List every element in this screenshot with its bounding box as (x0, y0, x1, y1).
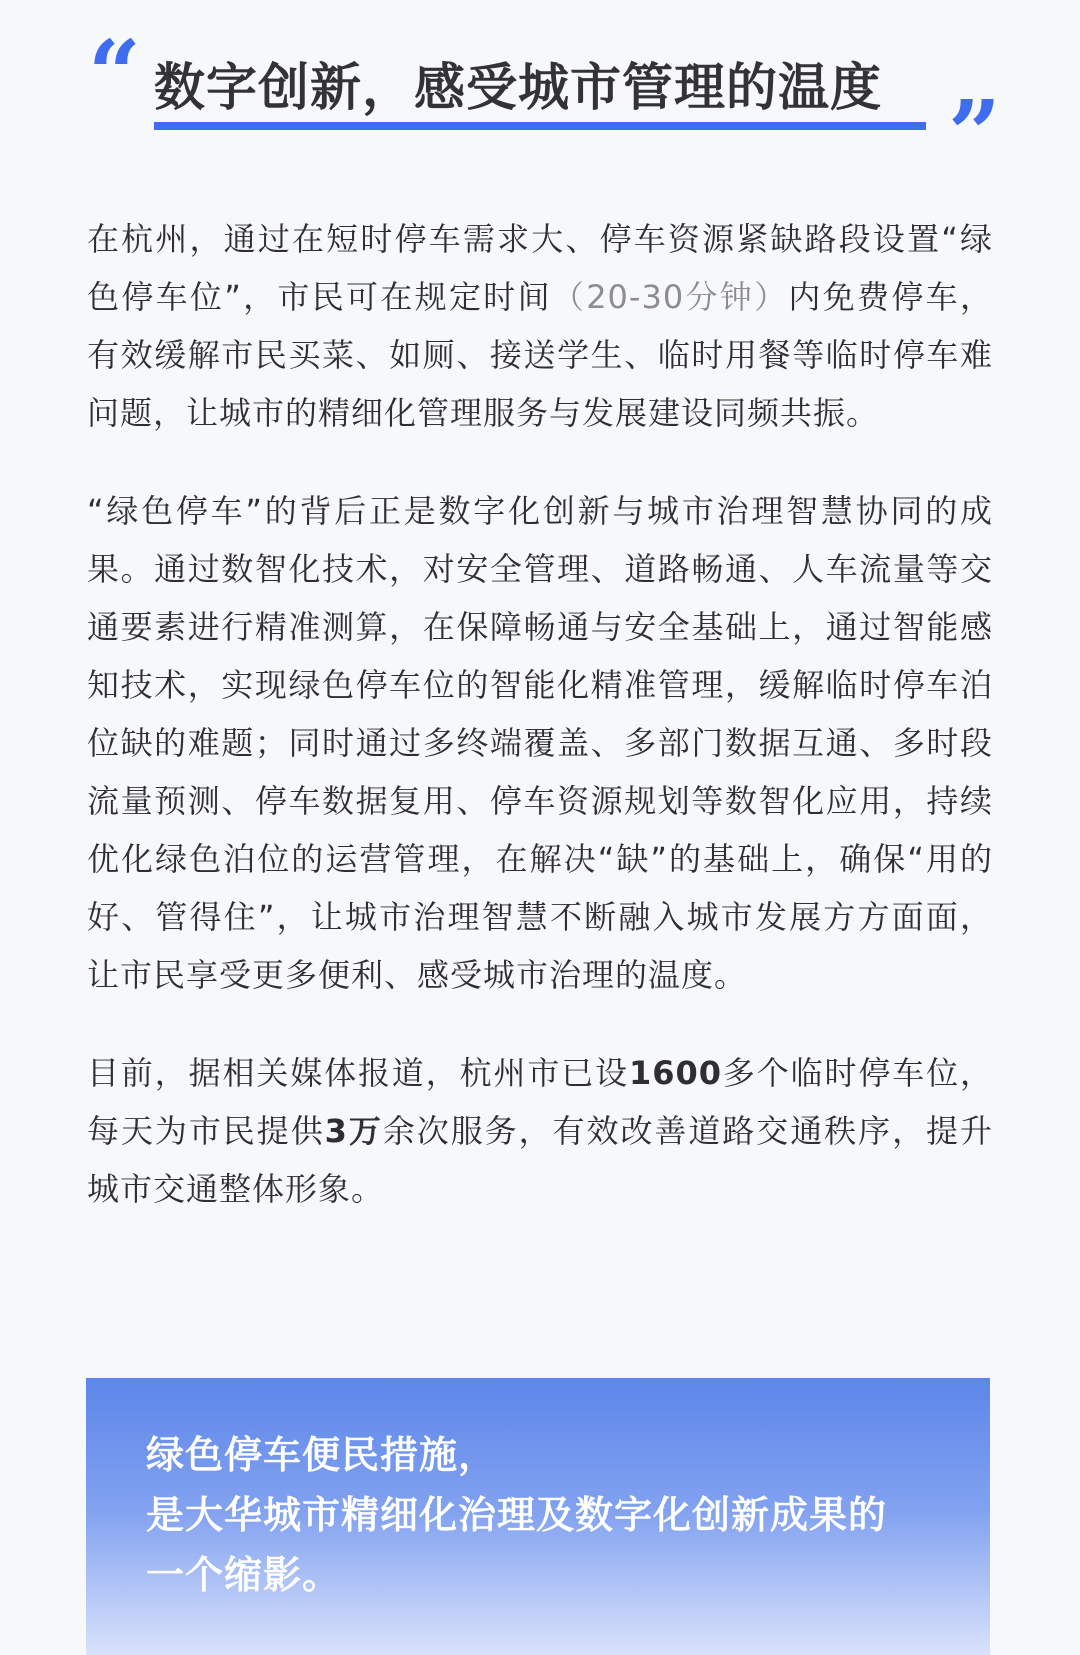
banner-line-2: 是大华城市精细化治理及数字化创新成果的 (146, 1493, 888, 1537)
open-quote-icon: “ (88, 20, 141, 128)
close-quote-icon: ” (948, 80, 1001, 188)
page-title: 数字创新，感受城市管理的温度 (154, 59, 883, 118)
paragraph-text: “绿色停车”的背后正是数字化创新与城市治理智慧协同的成果。通过数智化技术，对安全管理、道路畅通、人车流量等交通要素进行精准测算，在保障畅通与安全基础上，通过智能感知技术，实现绿色停车位的智能化精准管理，缓解临时停车泊位缺的难题；同时通过多终端覆盖、多部门数据互通、多时段流量预测、停车数据复用、停车资源规划等数智化应用，持续优化绿色泊位的运营管理，在解决“缺”的基础上，确保“用的好、管得住”，让城市治理智慧不断融入城市发展方方面面，让市民享受更多便利、感受城市治理的温度。 (87, 492, 993, 994)
title-underline (154, 122, 926, 130)
summary-banner (86, 1378, 990, 1655)
paragraph-green-parking-intro (87, 210, 993, 442)
parking-space-count: 1600 (628, 1054, 723, 1092)
paragraph-text: 在杭州，通过在短时停车需求大、停车资源紧缺路段设置“绿色停车位”，市民可在规定时间 (87, 220, 993, 316)
title-block (154, 58, 926, 130)
banner-line-3: 一个缩影。 (146, 1553, 342, 1597)
paragraph-text: 多个临时停车位，每天为市民提供 (87, 1054, 993, 1150)
article-body (87, 210, 993, 1218)
daily-service-count: 3万 (324, 1112, 383, 1150)
paragraph-text: 目前，据相关媒体报道，杭州市已设 (87, 1054, 629, 1092)
time-limit-note: （20-30分钟） (551, 278, 789, 316)
article-heading (0, 0, 1080, 188)
paragraph-current-status (87, 1044, 993, 1218)
paragraph-digital-innovation (87, 482, 993, 1004)
paragraph-text: 余次服务，有效改善道路交通秩序，提升城市交通整体形象。 (87, 1112, 993, 1208)
banner-line-1: 绿色停车便民措施， (146, 1433, 498, 1477)
paragraph-text: 内免费停车，有效缓解市民买菜、如厕、接送学生、临时用餐等临时停车难问题，让城市的精细化管理服务与发展建设同频共振。 (87, 278, 993, 432)
